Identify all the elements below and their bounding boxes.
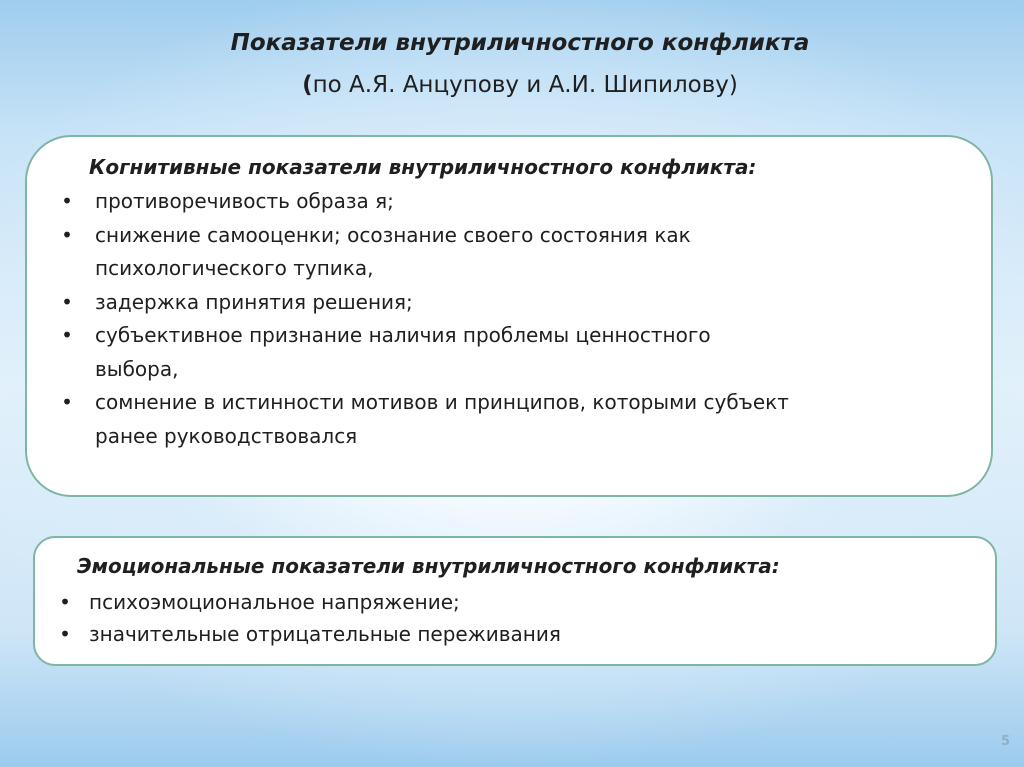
list-item — [55, 586, 975, 618]
bullet-icon: • — [61, 289, 73, 314]
slide-number: 5 — [1000, 734, 1010, 749]
bullet-icon: • — [61, 323, 73, 347]
list-item-text: психоэмоциональное напряжение; — [89, 590, 460, 614]
list-item-text-continued: ранее руководствовался — [95, 423, 358, 448]
emotional-heading: Эмоциональные показатели внутриличностного конфликта: — [77, 554, 780, 578]
list-item — [57, 185, 977, 219]
bullet-icon: • — [61, 390, 73, 414]
emotional-indicators-panel — [33, 536, 997, 666]
list-item-text-continued: выбора, — [95, 356, 179, 381]
subtitle-open-paren: ( — [302, 72, 313, 98]
list-item-text-continued: психологического тупика, — [95, 256, 374, 280]
list-item-text: сомнение в истинности мотивов и принципов, которыми субъект — [95, 390, 789, 414]
list-item-text: задержка принятия решения; — [95, 289, 413, 314]
list-item — [57, 219, 977, 286]
list-item — [55, 618, 975, 650]
bullet-icon: • — [59, 622, 71, 646]
list-item-text: значительные отрицательные переживания — [89, 622, 561, 646]
list-item-text: противоречивость образа я; — [95, 189, 394, 213]
bullet-icon: • — [59, 590, 71, 614]
list-item — [57, 286, 977, 320]
list-item-text: субъективное признание наличия проблемы ценностного — [95, 323, 711, 347]
list-item — [57, 386, 977, 453]
cognitive-list — [57, 185, 977, 453]
cognitive-heading: Когнитивные показатели внутриличностного конфликта: — [89, 155, 757, 179]
slide-title: Показатели внутриличностного конфликта — [230, 30, 810, 56]
list-item — [57, 319, 977, 386]
cognitive-indicators-panel — [25, 135, 993, 497]
slide-subtitle — [120, 72, 920, 98]
emotional-list — [55, 586, 975, 650]
bullet-icon: • — [61, 222, 73, 247]
bullet-icon: • — [61, 189, 73, 213]
list-item-text: снижение самооценки; осознание своего состояния как — [95, 222, 691, 247]
subtitle-text: по А.Я. Анцупову и А.И. Шипилову) — [312, 72, 738, 98]
